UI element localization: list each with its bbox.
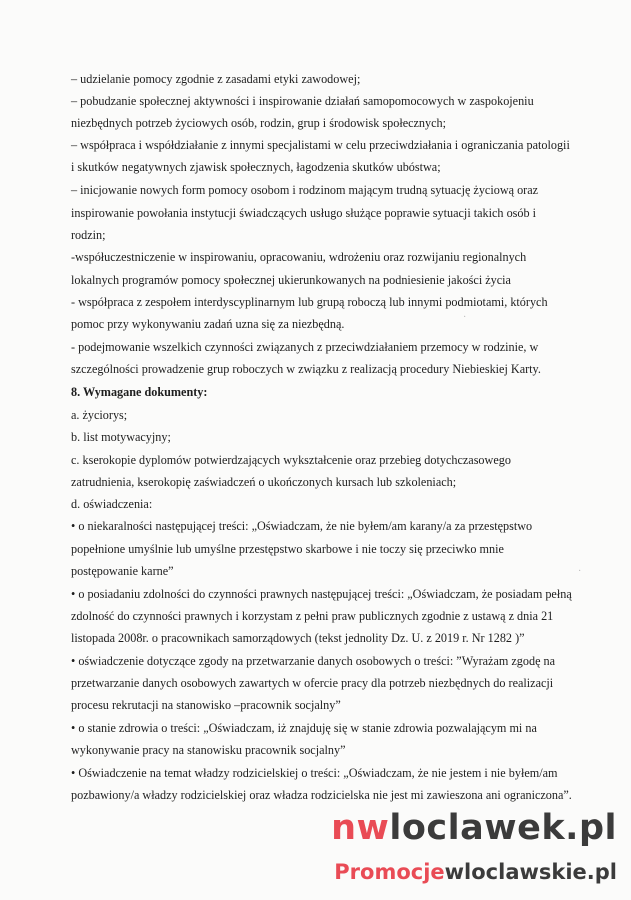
scan-speck: · xyxy=(578,566,582,577)
list-item: b. list motywacyjny; xyxy=(71,430,171,444)
bullet-item: • o posiadaniu zdolności do czynności prawnych następującej treści: „Oświadczam, że posiadam pełną xyxy=(71,587,572,601)
watermark-part-dark: wloclawskie.pl xyxy=(444,860,617,884)
bullet-item: • oświadczenie dotyczące zgody na przetwarzanie danych osobowych o treści: ”Wyrażam zgodę na xyxy=(71,654,556,668)
section-heading: 8. Wymagane dokumenty: xyxy=(71,385,208,399)
site-watermark xyxy=(331,808,617,848)
bullet-item: • o stanie zdrowia o treści: „Oświadczam, iż znajduję się w stanie zdrowia pozwalającym mi na xyxy=(71,721,537,735)
text-line: zatrudnienia, kserokopię zaświadczeń o ukończonych kursach lub szkoleniach; xyxy=(71,475,457,489)
watermark-part-dark: loclawek.pl xyxy=(389,808,617,848)
text-line: popełnione umyślnie lub umyślne przestępstwo skarbowe i nie toczy się przeciwko mnie xyxy=(71,542,504,556)
text-line: pozbawiony/a władzy rodzicielskiej oraz władza rodzicielska nie jest mi zawieszona ani ograniczona”. xyxy=(71,788,572,802)
scan-speck: · xyxy=(463,312,467,323)
text-line: przetwarzanie danych osobowych zawartych w ofercie pracy dla potrzeb niezbędnych do realizacji xyxy=(71,676,554,690)
text-line: - współpraca z zespołem interdyscyplinarnym lub grupą roboczą lub innymi podmiotami, których xyxy=(71,295,548,309)
text-line: szczególności prowadzenie grup roboczych w związku z realizacją procedury Niebieskiej Karty. xyxy=(71,362,541,376)
bullet-item: • o niekaralności następującej treści: „Oświadczam, że nie byłem/am karany/a za przestępstwo xyxy=(71,519,533,533)
list-item: a. życiorys; xyxy=(71,408,128,422)
list-item: c. kserokopie dyplomów potwierdzających wykształcenie oraz przebieg dotychczasowego xyxy=(71,453,511,467)
text-line: – inicjowanie nowych form pomocy osobom i rodzinom mającym trudną sytuację życiową oraz xyxy=(71,183,539,197)
text-line: rodzin; xyxy=(71,228,106,242)
text-line: lokalnych programów pomocy społecznej ukierunkowanych na podniesienie jakości życia xyxy=(71,273,511,287)
promo-watermark xyxy=(334,858,617,886)
text-line: – udzielanie pomocy zgodnie z zasadami etyki zawodowej; xyxy=(71,72,361,86)
text-line: wykonywanie pracy na stanowisku pracownik socjalny” xyxy=(71,743,346,757)
bullet-item: • Oświadczenie na temat władzy rodzicielskiej o treści: „Oświadczam, że nie jestem i nie byłem/am xyxy=(71,766,558,780)
text-line: inspirowanie powołania instytucji świadczących usługo służące poprawie sytuacji takich osób i xyxy=(71,206,537,220)
text-line: postępowanie karne” xyxy=(71,564,174,578)
text-line: – pobudzanie społecznej aktywności i inspirowanie działań samopomocowych w zaspokojeniu xyxy=(71,94,534,108)
watermark-part-accent: nw xyxy=(331,808,390,848)
list-item: d. oświadczenia: xyxy=(71,497,153,511)
text-line: zdolność do czynności prawnych i korzystam z pełni praw publicznych zgodnie z ustawą z dnia 21 xyxy=(71,609,554,623)
text-line: – współpraca i współdziałanie z innymi specjalistami w celu przeciwdziałania i ograniczania patologii xyxy=(71,138,570,152)
text-line: - podejmowanie wszelkich czynności związanych z przeciwdziałaniem przemocy w rodzinie, w xyxy=(71,340,539,354)
text-line: niezbędnych potrzeb życiowych osób, rodzin, grup i środowisk społecznych; xyxy=(71,116,447,130)
text-line: listopada 2008r. o pracownikach samorządowych (tekst jednolity Dz. U. z 2019 r. Nr 1282 )” xyxy=(71,631,525,645)
watermark-part-accent: Promocje xyxy=(334,860,445,884)
text-line: pomoc przy wykonywaniu zadań uzna się za niezbędną. xyxy=(71,317,345,331)
text-line: -współuczestniczenie w inspirowaniu, opracowaniu, wdrożeniu oraz rozwijaniu regionalnych xyxy=(71,250,527,264)
text-line: i skutków negatywnych zjawisk społecznych, łagodzenia skutków ubóstwa; xyxy=(71,160,441,174)
text-line: procesu rekrutacji na stanowisko –pracownik socjalny” xyxy=(71,698,341,712)
